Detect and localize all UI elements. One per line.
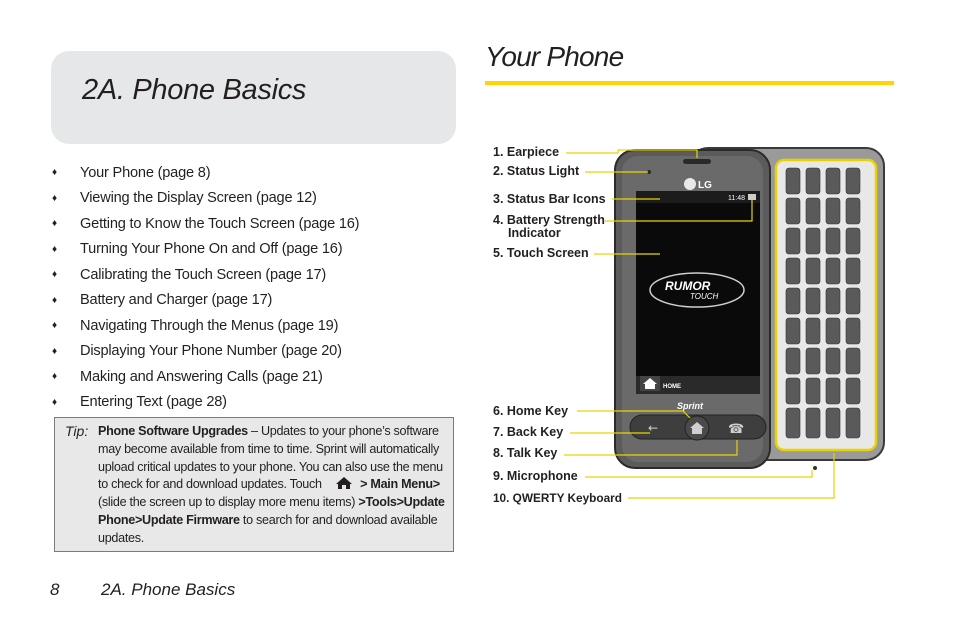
tip-box (54, 417, 454, 552)
callout-home-key: 6. Home Key (493, 404, 569, 418)
status-time: 11:48 (728, 195, 745, 202)
tip-text: Phone Software Upgrades – Updates to your phone’s software may become available from time to time. Sprint will automatically upload critical updates to your phone. You can also use the menu to check for and download updates. Touch > Main Menu> (slide the screen up to display more menu items) >Tools>Update Phone>Update Firmware to search for and download available updates. (98, 424, 445, 545)
callout-microphone: 9. Microphone (493, 469, 578, 483)
bullet-icon: ♦ (52, 371, 57, 383)
list-item[interactable]: ♦ Viewing the Display Screen (page 12) (52, 190, 317, 207)
bullet-icon: ♦ (52, 396, 57, 408)
chapter-title: 2A. Phone Basics (82, 74, 307, 106)
microphone (813, 466, 817, 470)
callout-earpiece: 1. Earpiece (493, 145, 560, 159)
bullet-icon: ♦ (52, 218, 57, 230)
bullet-icon: ♦ (52, 243, 57, 255)
heading-rule (485, 81, 894, 85)
page-number: 8 (50, 580, 60, 599)
lg-logo (684, 178, 696, 190)
talk-key-icon[interactable]: ☎ (728, 422, 745, 437)
callout-talk-key: 8. Talk Key (493, 446, 558, 460)
rumor-touch-text: TOUCH (690, 292, 719, 301)
page-heading: Your Phone (485, 41, 624, 72)
list-item[interactable]: ♦ Displaying Your Phone Number (page 20) (52, 343, 342, 360)
list-item[interactable]: ♦ Battery and Charger (page 17) (52, 292, 273, 309)
back-arrow-icon[interactable]: ← (648, 421, 659, 435)
home-bar-label: HOME (663, 384, 681, 390)
callout-battery-indicator: Indicator (508, 226, 561, 240)
battery-icon (748, 194, 756, 200)
list-item[interactable]: ♦ Turning Your Phone On and Off (page 16) (52, 241, 343, 258)
bullet-icon: ♦ (52, 294, 57, 306)
rumor-logo-text: RUMOR (665, 279, 711, 293)
home-icon (335, 476, 353, 490)
footer-section-title: 2A. Phone Basics (101, 580, 236, 599)
callout-qwerty-keyboard: 10. QWERTY Keyboard (493, 491, 622, 505)
callout-touch-screen: 5. Touch Screen (493, 246, 589, 260)
callout-back-key: 7. Back Key (493, 425, 564, 439)
carrier-logo: Sprint (677, 401, 703, 411)
callout-status-bar-icons: 3. Status Bar Icons (493, 192, 606, 206)
list-item[interactable]: ♦ Your Phone (page 8) (52, 164, 211, 181)
bullet-icon: ♦ (52, 269, 57, 281)
section-contents-list (52, 160, 359, 415)
list-item[interactable]: ♦ Getting to Know the Touch Screen (page 16) (52, 215, 360, 232)
bullet-icon: ♦ (52, 320, 57, 332)
tip-label: Tip: (65, 423, 89, 439)
callout-status-light: 2. Status Light (493, 164, 580, 178)
bullet-icon: ♦ (52, 192, 57, 204)
list-item[interactable]: ♦ Calibrating the Touch Screen (page 17) (52, 266, 327, 283)
list-item[interactable]: ♦ Navigating Through the Menus (page 19) (52, 317, 339, 334)
list-item[interactable]: ♦ Making and Answering Calls (page 21) (52, 368, 323, 385)
callout-battery-strength: 4. Battery Strength (493, 213, 605, 227)
phone-illustration (480, 140, 890, 505)
bullet-icon: ♦ (52, 345, 57, 357)
bullet-icon: ♦ (52, 167, 57, 179)
earpiece (683, 159, 711, 164)
brand-text: LG (698, 180, 712, 191)
list-item[interactable]: ♦ Entering Text (page 28) (52, 394, 227, 411)
